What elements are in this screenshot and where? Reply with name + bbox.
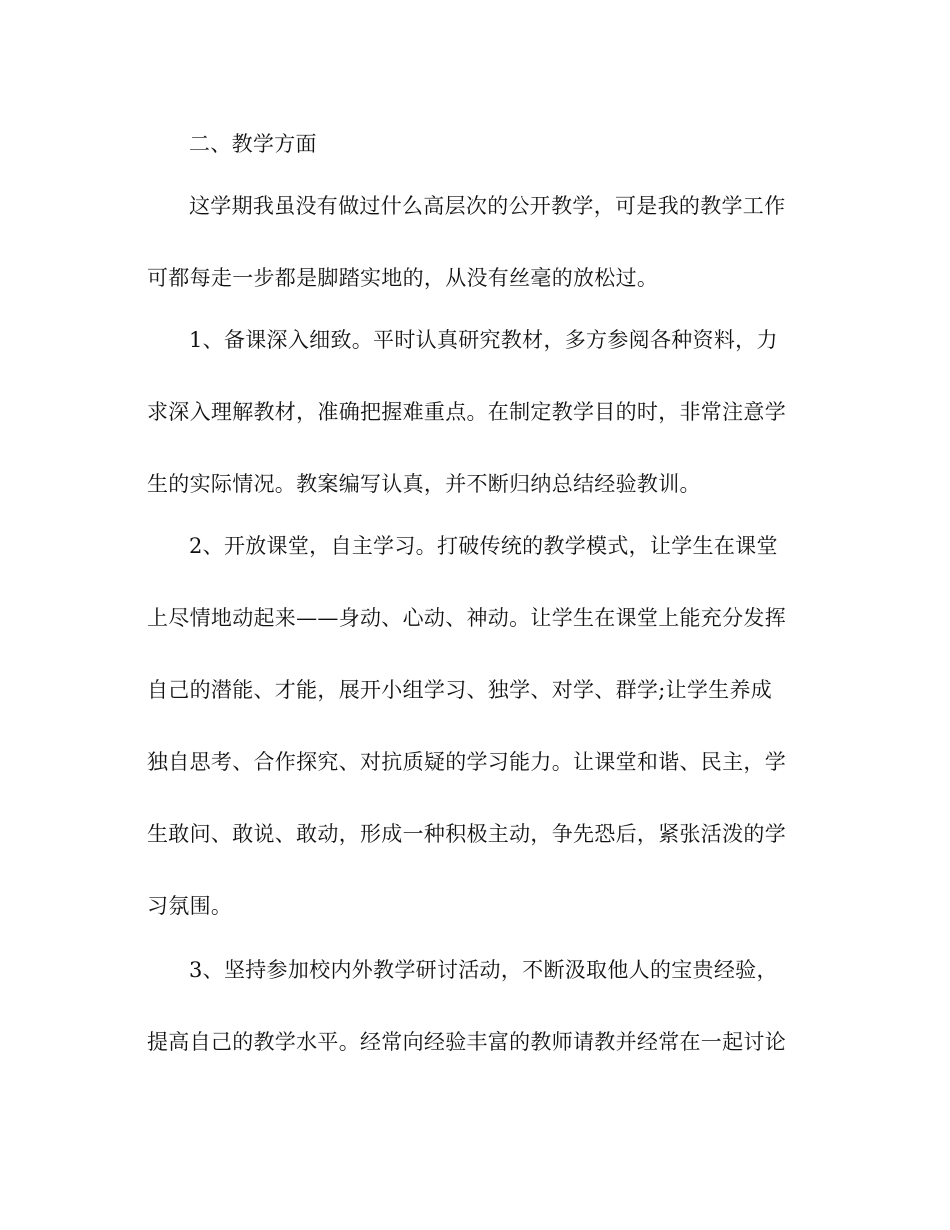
paragraph-3-line-4: 独自思考、合作探究、对抗质疑的学习能力。让课堂和谐、民主，学 [147, 750, 786, 774]
paragraph-2-line-2: 求深入理解教材，准确把握难重点。在制定教学目的时，非常注意学 [147, 400, 786, 424]
paragraph-3-line-5: 生敢问、敢说、敢动，形成一种积极主动，争先恐后，紧张活泼的学 [147, 822, 786, 846]
paragraph-3-line-3: 自己的潜能、才能，展开小组学习、独学、对学、群学;让学生养成 [147, 678, 773, 702]
paragraph-3-line-2: 上尽情地动起来——身动、心动、神动。让学生在课堂上能充分发挥 [147, 606, 786, 630]
section-heading: 二、教学方面 [189, 132, 317, 156]
paragraph-2-line-1: 1、备课深入细致。平时认真研究教材，多方参阅各种资料，力 [189, 328, 778, 352]
paragraph-3-line-6: 习氛围。 [147, 894, 233, 918]
paragraph-2-line-3: 生的实际情况。教案编写认真，并不断归纳总结经验教训。 [147, 472, 701, 496]
paragraph-1-line-2: 可都每走一步都是脚踏实地的，从没有丝毫的放松过。 [147, 266, 659, 290]
paragraph-3-line-1: 2、开放课堂，自主学习。打破传统的教学模式，让学生在课堂 [189, 534, 778, 558]
paragraph-1-line-1: 这学期我虽没有做过什么高层次的公开教学，可是我的教学工作 [189, 194, 786, 218]
paragraph-4-line-2: 提高自己的教学水平。经常向经验丰富的教师请教并经常在一起讨论 [147, 1030, 786, 1054]
paragraph-4-line-1: 3、坚持参加校内外教学研讨活动，不断汲取他人的宝贵经验， [189, 958, 778, 982]
